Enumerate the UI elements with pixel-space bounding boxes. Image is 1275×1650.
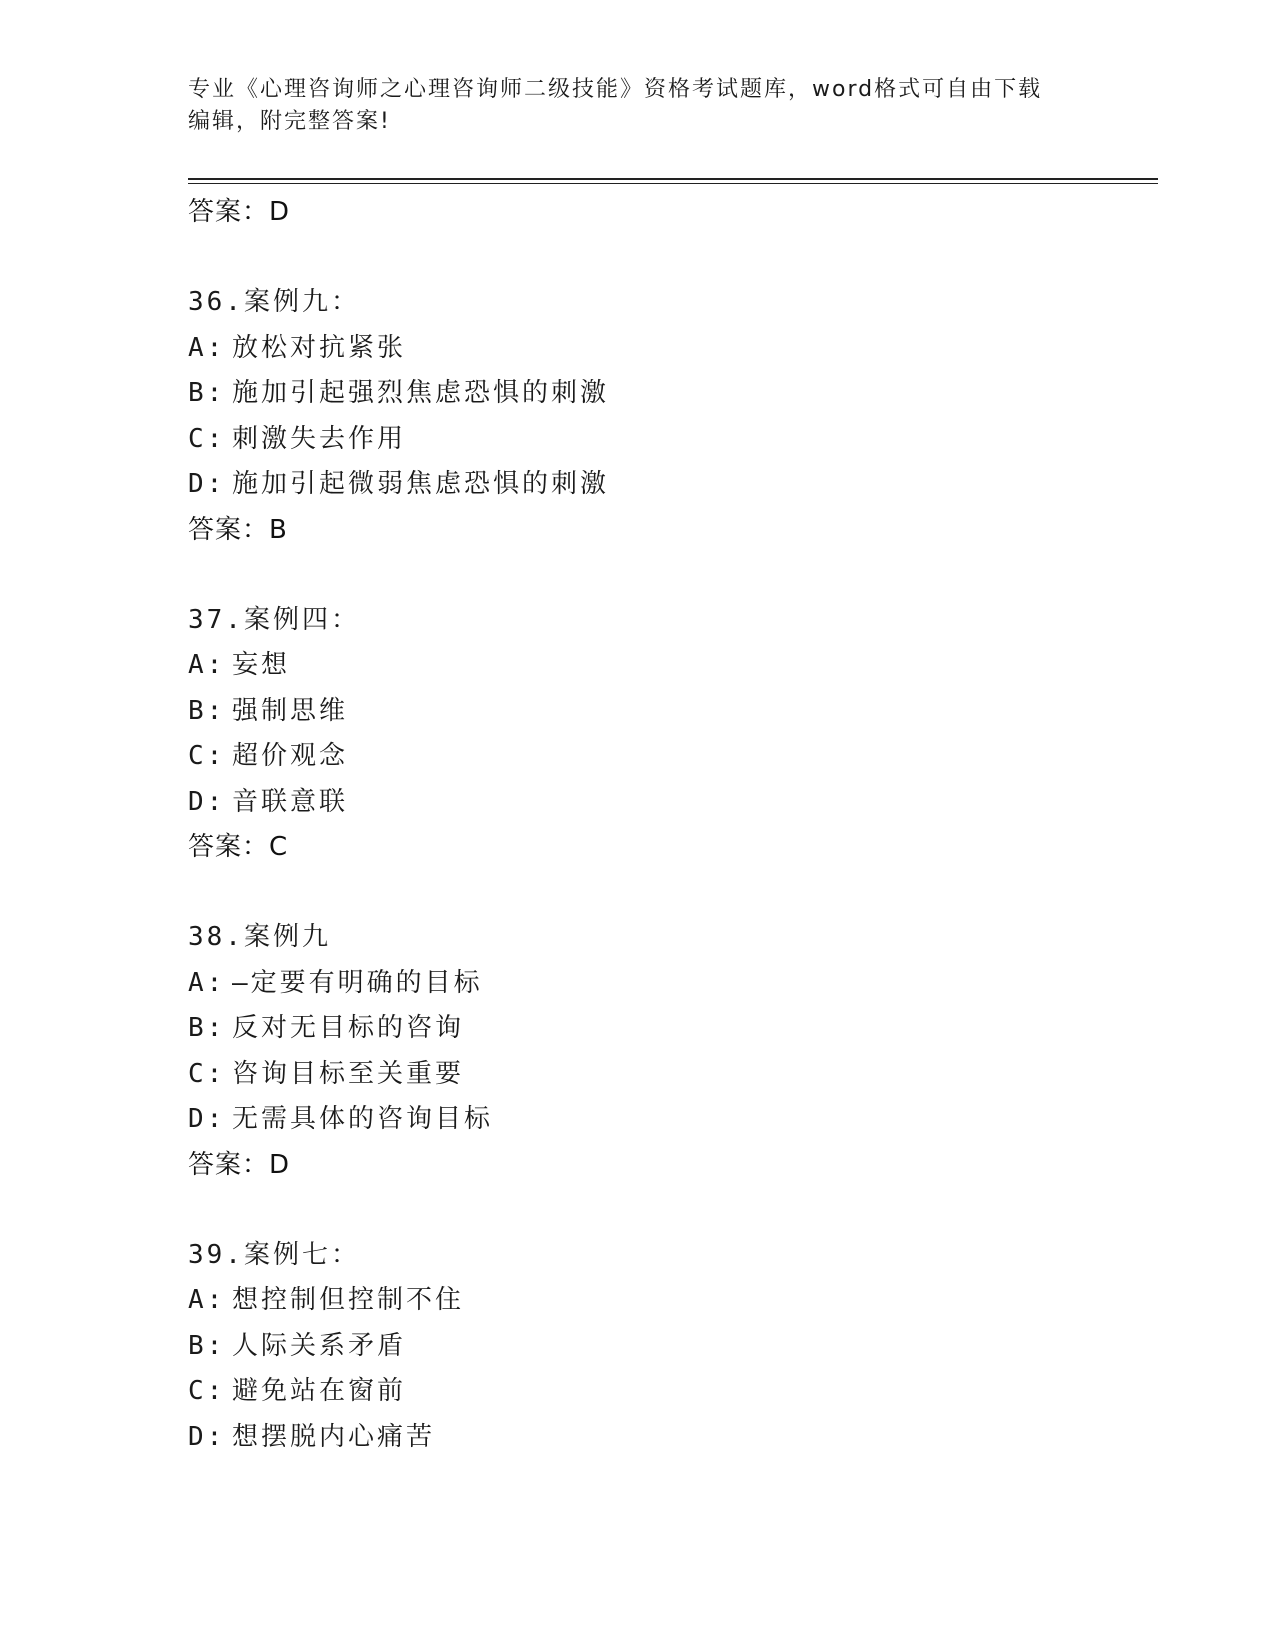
header-line-1: 专业《心理咨询师之心理咨询师二级技能》资格考试题库，word格式可自由下载 — [188, 77, 1043, 102]
option-text: —定要有明确的目标 — [232, 967, 483, 998]
option-text: 想摆脱内心痛苦 — [232, 1421, 436, 1452]
option-d — [188, 1097, 1148, 1143]
option-letter: D: — [188, 1421, 226, 1452]
option-letter: B: — [188, 695, 226, 726]
option-d — [188, 1415, 1148, 1461]
option-c — [188, 1052, 1148, 1098]
option-text: 反对无目标的咨询 — [232, 1013, 465, 1043]
option-b — [188, 689, 1148, 735]
option-a — [188, 643, 1148, 689]
option-text: 施加引起强烈焦虑恐惧的刺激 — [232, 378, 610, 408]
question-block — [188, 915, 1148, 1188]
option-b — [188, 1006, 1148, 1052]
option-d — [188, 462, 1148, 508]
option-text: 强制思维 — [232, 695, 349, 726]
answer-line: 答案：D — [188, 1149, 291, 1180]
document-header — [188, 74, 1088, 138]
option-letter: A: — [188, 967, 226, 998]
question-title: 37.案例四： — [188, 604, 360, 635]
option-d — [188, 780, 1148, 826]
option-text: 放松对抗紧张 — [232, 332, 407, 363]
option-letter: C: — [188, 1058, 226, 1089]
option-a — [188, 961, 1148, 1007]
header-divider-thin — [188, 183, 1158, 184]
option-b — [188, 371, 1148, 417]
header-line-2: 编辑，附完整答案! — [188, 109, 391, 134]
option-text: 施加引起微弱焦虑恐惧的刺激 — [232, 469, 610, 499]
option-letter: A: — [188, 1285, 226, 1315]
answer-line: 答案：C — [188, 832, 289, 862]
option-letter: D: — [188, 469, 226, 499]
question-block — [188, 1233, 1148, 1461]
option-a — [188, 326, 1148, 372]
header-divider-thick — [188, 178, 1158, 180]
option-a — [188, 1278, 1148, 1324]
option-letter: B: — [188, 1013, 226, 1043]
question-title: 38.案例九 — [188, 922, 331, 952]
option-letter: D: — [188, 786, 226, 817]
option-letter: A: — [188, 332, 226, 363]
question-list — [188, 190, 1148, 1460]
question-block — [188, 598, 1148, 871]
option-text: 刺激失去作用 — [232, 423, 407, 454]
option-b — [188, 1324, 1148, 1370]
option-text: 咨询目标至关重要 — [232, 1058, 465, 1089]
option-letter: B: — [188, 1330, 226, 1361]
answer-line: 答案：D — [188, 197, 291, 227]
option-text: 超价观念 — [232, 741, 349, 771]
spacer — [188, 870, 1148, 915]
option-text: 人际关系矛盾 — [232, 1330, 407, 1361]
option-text: 想控制但控制不住 — [232, 1285, 465, 1315]
question-block — [188, 280, 1148, 553]
option-c — [188, 734, 1148, 780]
spacer — [188, 235, 1148, 280]
option-letter: C: — [188, 423, 226, 454]
question-title: 39.案例七： — [188, 1239, 360, 1270]
spacer — [188, 553, 1148, 598]
answer-line: 答案：B — [188, 514, 288, 545]
option-letter: C: — [188, 741, 226, 771]
option-c — [188, 417, 1148, 463]
option-text: 妄想 — [232, 650, 291, 680]
option-text: 无需具体的咨询目标 — [232, 1104, 494, 1134]
option-c — [188, 1369, 1148, 1415]
option-letter: A: — [188, 650, 226, 680]
question-title: 36.案例九： — [188, 287, 360, 317]
spacer — [188, 1188, 1148, 1233]
option-text: 避免站在窗前 — [232, 1376, 407, 1406]
option-letter: C: — [188, 1376, 226, 1406]
option-letter: D: — [188, 1104, 226, 1134]
option-letter: B: — [188, 378, 226, 408]
option-text: 音联意联 — [232, 786, 349, 817]
